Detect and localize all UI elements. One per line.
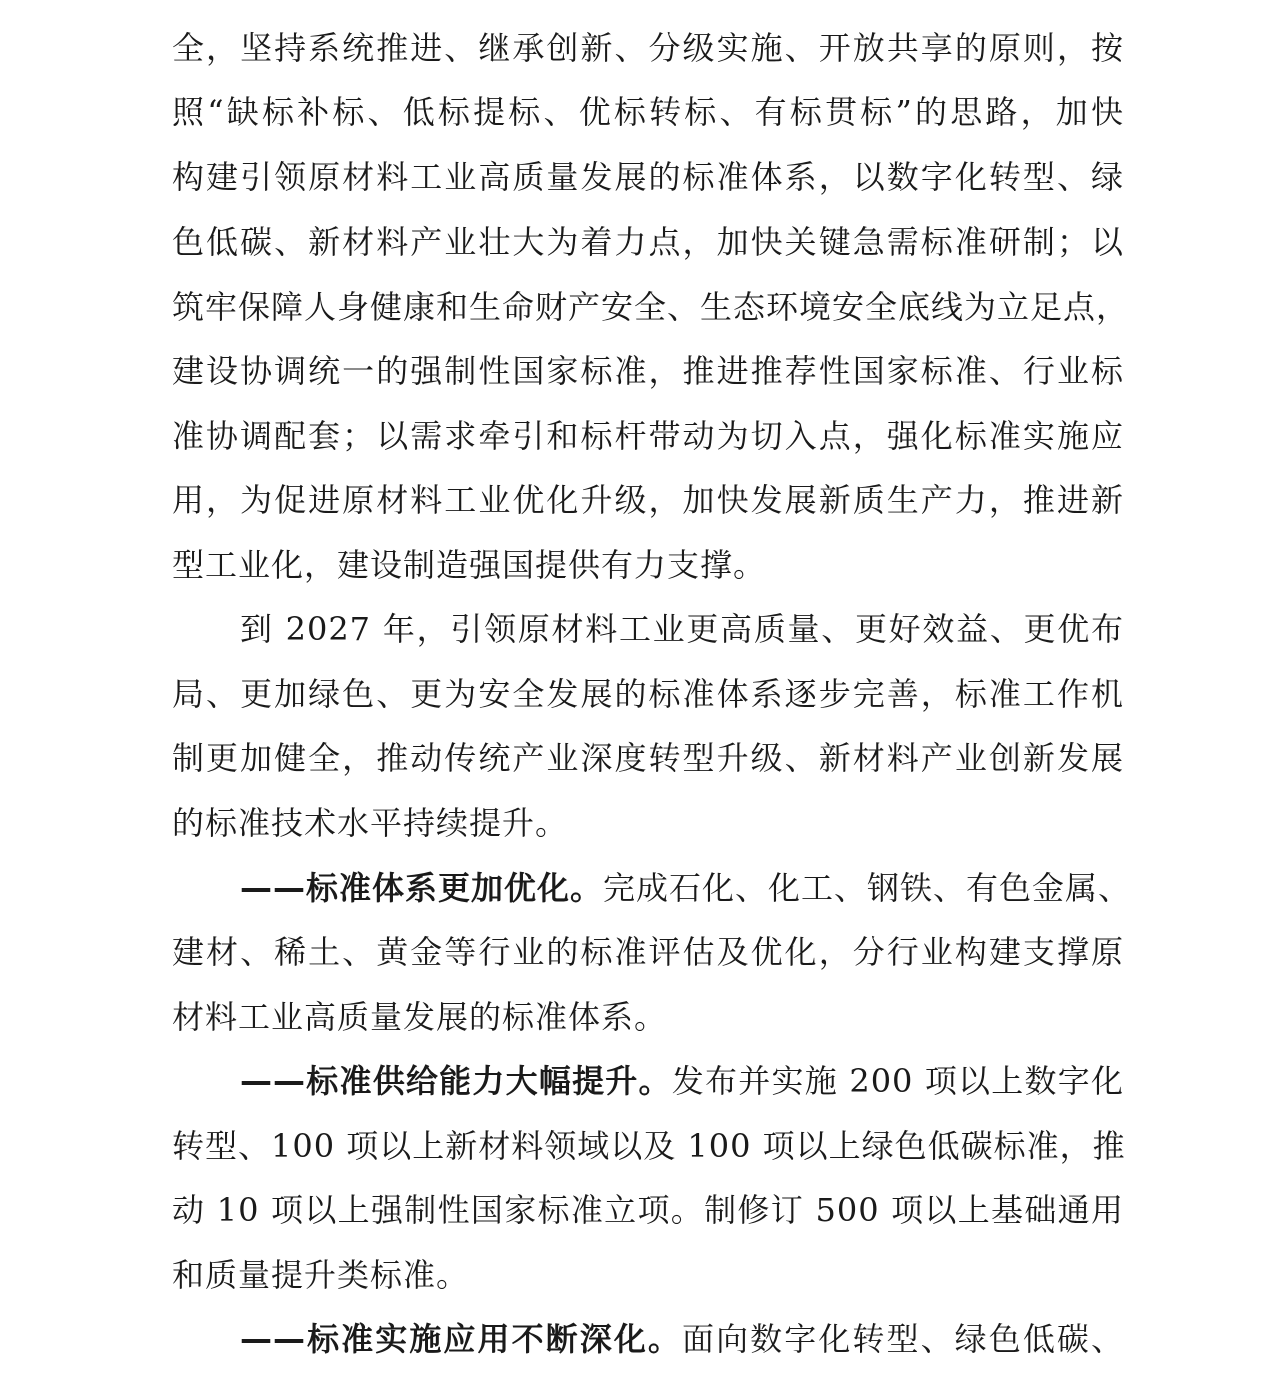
- text-line: 全，坚持系统推进、继承创新、分级实施、开放共享的原则，按: [172, 29, 1124, 67]
- text-line: 准协调配套；以需求牵引和标杆带动为切入点，强化标准实施应: [172, 417, 1124, 455]
- text-line: 材料工业高质量发展的标准体系。: [172, 998, 668, 1036]
- text-line: 型工业化，建设制造强国提供有力支撑。: [172, 546, 767, 584]
- text-line: 建材、稀土、黄金等行业的标准评估及优化，分行业构建支撑原: [172, 933, 1124, 971]
- text-line: 动 10 项以上强制性国家标准立项。制修订 500 项以上基础通用: [172, 1191, 1124, 1229]
- text-line: 的标准技术水平持续提升。: [172, 804, 569, 842]
- text-line: 色低碳、新材料产业壮大为着力点，加快关键急需标准研制；以: [172, 223, 1124, 261]
- text-line: [240, 1049, 1124, 1113]
- text-span: 发布并实施 200 项以上数字化: [671, 1062, 1124, 1100]
- section-heading: ——标准实施应用不断深化。: [240, 1320, 682, 1358]
- text-line: 到 2027 年，引领原材料工业更高质量、更好效益、更优布: [240, 610, 1124, 648]
- text-line: [240, 856, 1132, 920]
- text-line: [240, 1307, 1124, 1371]
- text-line: 建设协调统一的强制性国家标准，推进推荐性国家标准、行业标: [172, 352, 1124, 390]
- text-span: 完成石化、化工、钢铁、有色金属、: [603, 869, 1132, 907]
- text-line: 和质量提升类标准。: [172, 1256, 470, 1294]
- section-heading: ——标准体系更加优化。: [240, 869, 604, 907]
- text-line: 局、更加绿色、更为安全发展的标准体系逐步完善，标准工作机: [172, 675, 1124, 713]
- text-line: 构建引领原材料工业高质量发展的标准体系，以数字化转型、绿: [172, 158, 1124, 196]
- text-line: 用，为促进原材料工业优化升级，加快发展新质生产力，推进新: [172, 481, 1124, 519]
- text-line: 转型、100 项以上新材料领域以及 100 项以上绿色低碳标准，推: [172, 1127, 1126, 1165]
- text-line: 制更加健全，推动传统产业深度转型升级、新材料产业创新发展: [172, 739, 1124, 777]
- text-line: 照“缺标补标、低标提标、优标转标、有标贯标”的思路，加快: [172, 93, 1124, 131]
- text-line: 筑牢保障人身健康和生命财产安全、生态环境安全底线为立足点，: [172, 288, 1130, 326]
- text-span: 面向数字化转型、绿色低碳、: [682, 1320, 1124, 1358]
- section-heading: ——标准供给能力大幅提升。: [240, 1062, 672, 1100]
